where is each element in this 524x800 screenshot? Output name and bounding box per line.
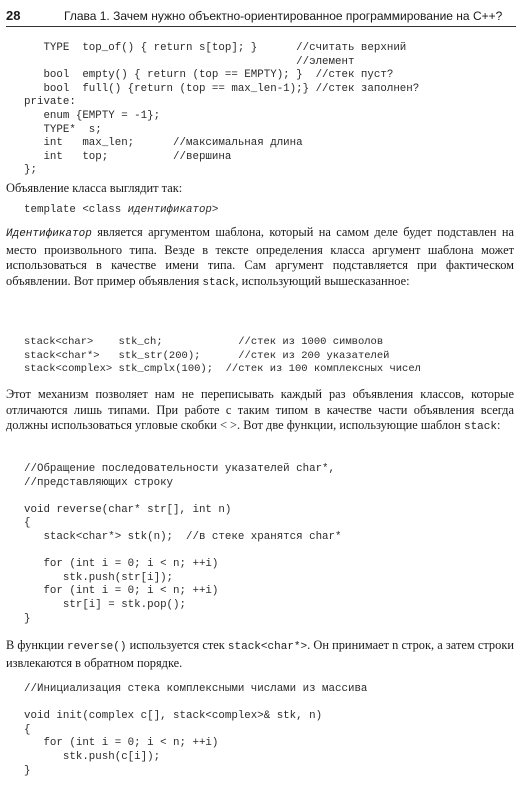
mechanism-code-stack: stack [463,421,497,433]
reverse-text-b: используется стек [126,638,228,652]
paragraph-reverse [6,638,514,671]
paragraph-class-declaration: Объявление класса выглядит так: [6,181,183,195]
mechanism-text-b: : [497,418,501,432]
template-declaration [24,204,218,218]
identifier-text-b: , использующий вышесказанное: [235,273,410,288]
template-prefix: template <class [24,204,128,216]
template-suffix: > [211,204,219,216]
chapter-title: Глава 1. Зачем нужно объектно-ориентированное программирование на C++? [64,9,503,23]
identifier-term: Идентификатор [6,228,92,240]
template-identifier: идентификатор [127,204,212,216]
code-block-init: //Инициализация стека комплексными числами из массива void init(complex c[], stack<complex>& stk, n) { for (int i = 0; i < n; ++i) stk.push(c[i]); } [24,683,368,777]
reverse-text-c: . Он принимает n строк, а затем строки извлекаются в обратном порядке. [6,638,514,670]
reverse-code-type: stack<char*> [227,641,308,653]
code-block-declarations: stack<char> stk_ch; //стек из 1000 символов stack<char*> stk_str(200); //стек из 200 указателей stack<complex> stk_cmplx(100); //стек из 100 комплексных чисел [24,336,421,376]
running-header [6,6,516,27]
reverse-code-function: reverse() [67,641,127,653]
identifier-text-a: является аргументом шаблона, который на самом деле будет подставлен на место произвольного типа. Везде в тексте определения класса аргумент шаблона может использоваться в качестве имени типа. Сам аргумент подставляется при фактическом объявлении. Вот пример объявления [6,225,514,288]
mechanism-text-a: Этот механизм позволяет нам не переписывать каждый раз объявления классов, которые отличаются лишь типами. При работе с таким типом в качестве части объявления всегда должны использоваться угловые скобки < >. Вот две функции, использующие шаблон [6,387,514,432]
identifier-code-stack: stack [202,276,236,289]
reverse-text-a: В функции [6,638,68,652]
paragraph-mechanism [6,387,514,436]
page-number: 28 [6,8,21,23]
paragraph-identifier [6,225,514,291]
code-block-reverse: //Обращение последовательности указателей char*, //представляющих строку void reverse(char* str[], int n) { stack<char*> stk(n); //в стеке хранятся char* for (int i = 0; i < n; ++i) stk.push(str[i]); for (int i = 0; i < n; ++i) str[i] = stk.pop(); } [24,463,342,625]
code-block-stack-class: TYPE top_of() { return s[top]; } //считать верхний //элемент bool empty() { return (top == EMPTY); } //стек пуст? bool full() {return (top == max_len-1);} //стек заполнен? private: enum {EMPTY = -1}; TYPE* s; int max_len; //максимальная длина int top; //вершина }; [24,42,420,177]
